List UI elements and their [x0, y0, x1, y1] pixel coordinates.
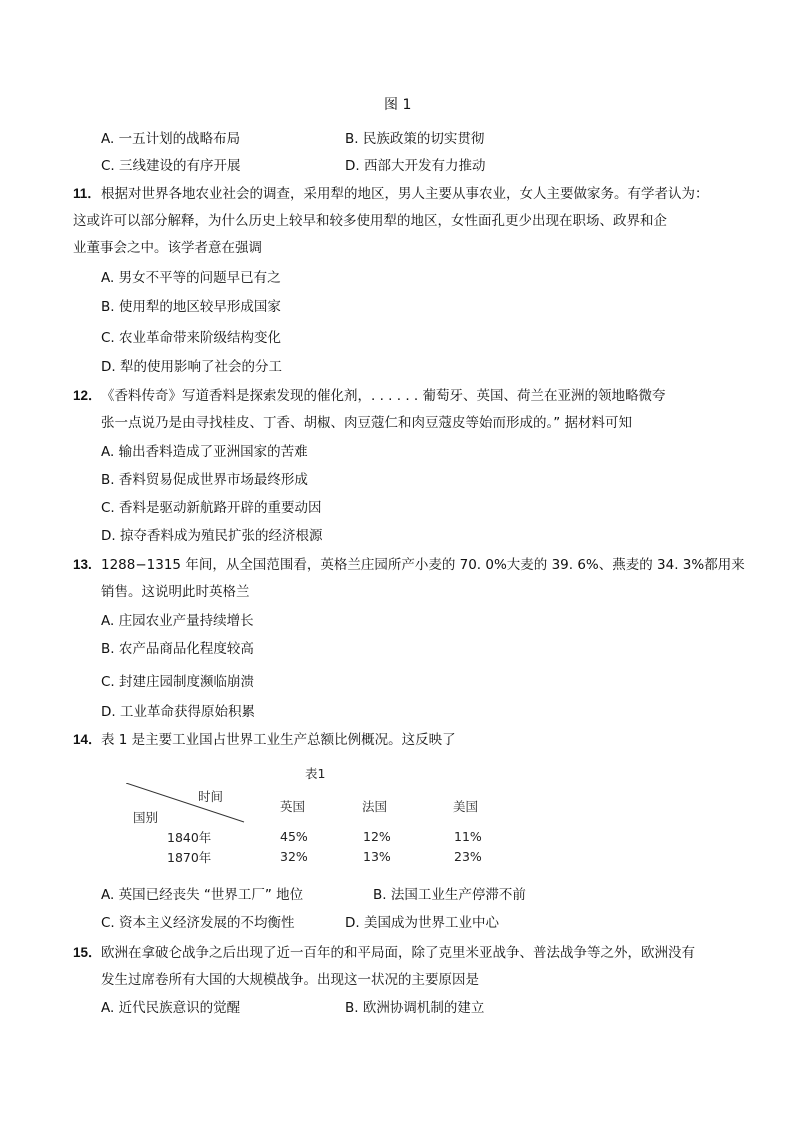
q11-stem-line-1: 根据对世界各地农业社会的调查，采用犁的地区，男人主要从事农业，女人主要做家务。有学者认为： — [101, 186, 709, 202]
table-cell: 13% — [363, 849, 391, 864]
table-cell: 23% — [454, 849, 482, 864]
q12-number: 12． — [73, 388, 102, 403]
q14-option-c: C. 资本主义经济发展的不均衡性 — [101, 915, 295, 931]
figure-caption: 图 1 — [384, 97, 412, 113]
table-header-country: 国别 — [133, 810, 159, 825]
q15-option-b: B. 欧洲协调机制的建立 — [345, 1000, 485, 1016]
q12-option-c: C. 香料是驱动新航路开辟的重要动因 — [101, 500, 322, 516]
q10-option-a: A. 一五计划的战略布局 — [101, 131, 241, 147]
q12-stem-line-2: 张一点说乃是由寻找桂皮、丁香、胡椒、肉豆蔻仁和肉豆蔻皮等始而形成的。” 据材料可知 — [101, 415, 633, 431]
table-cell: 45% — [280, 829, 308, 844]
table-header-time: 时间 — [198, 789, 224, 804]
q10-option-d: D. 西部大开发有力推动 — [345, 158, 486, 174]
table-col-france: 法国 — [362, 799, 388, 814]
q11-option-b: B. 使用犁的地区较早形成国家 — [101, 299, 281, 315]
q11-option-a: A. 男女不平等的问题早已有之 — [101, 270, 281, 286]
table-cell: 11% — [454, 829, 482, 844]
q13-option-c: C. 封建庄园制度濒临崩溃 — [101, 674, 255, 690]
q13-stem-line-1: 1288−1315 年间，从全国范围看，英格兰庄园所产小麦的 70. 0%大麦的 39. 6%、燕麦的 34. 3%都用来 — [101, 557, 745, 573]
q11-option-d: D. 犁的使用影响了社会的分工 — [101, 359, 282, 375]
q12-option-b: B. 香料贸易促成世界市场最终形成 — [101, 472, 308, 488]
q14-stem-line-1: 表 1 是主要工业国占世界工业生产总额比例概况。这反映了 — [101, 732, 456, 748]
q13-option-b: B. 农产品商品化程度较高 — [101, 641, 254, 657]
q15-stem-line-2: 发生过席卷所有大国的大规模战争。出现这一状况的主要原因是 — [101, 972, 479, 988]
q10-option-c: C. 三线建设的有序开展 — [101, 158, 241, 174]
q13-stem-line-2: 销售。这说明此时英格兰 — [101, 584, 250, 600]
q12-stem-line-1: 《香料传奇》写道香料是探索发现的催化剂，. . . . . . 葡萄牙、英国、荷兰在亚洲的领地略微夸 — [101, 388, 666, 404]
table-cell: 12% — [363, 829, 391, 844]
table-col-uk: 英国 — [280, 799, 306, 814]
q14-option-d: D. 美国成为世界工业中心 — [345, 915, 499, 931]
q15-stem-line-1: 欧洲在拿破仑战争之后出现了近一百年的和平局面，除了克里米亚战争、普法战争等之外，欧洲没有 — [101, 945, 695, 961]
q12-option-a: A. 输出香料造成了亚洲国家的苦难 — [101, 444, 308, 460]
q14-number: 14． — [73, 732, 102, 747]
q11-stem-line-2: 这或许可以部分解释，为什么历史上较早和较多使用犁的地区，女性面孔更少出现在职场、政界和企 — [73, 213, 667, 229]
q11-number: 11． — [73, 186, 101, 201]
q15-number: 15． — [73, 945, 102, 960]
q12-option-d: D. 掠夺香料成为殖民扩张的经济根源 — [101, 528, 323, 544]
q15-option-a: A. 近代民族意识的觉醒 — [101, 1000, 241, 1016]
table-row-year: 1870年 — [167, 850, 212, 865]
q11-stem-line-3: 业董事会之中。该学者意在强调 — [73, 240, 262, 256]
q10-option-b: B. 民族政策的切实贯彻 — [345, 131, 485, 147]
q11-option-c: C. 农业革命带来阶级结构变化 — [101, 330, 282, 346]
table-title: 表1 — [305, 766, 326, 781]
q13-number: 13. — [73, 557, 92, 572]
table-row-year: 1840年 — [167, 830, 212, 845]
q13-option-d: D. 工业革命获得原始积累 — [101, 704, 255, 720]
q13-option-a: A. 庄园农业产量持续增长 — [101, 613, 254, 629]
q14-option-a: A. 英国已经丧失 “世界工厂” 地位 — [101, 887, 304, 903]
q14-option-b: B. 法国工业生产停滞不前 — [373, 887, 526, 903]
table-col-usa: 美国 — [453, 799, 479, 814]
table-cell: 32% — [280, 849, 308, 864]
